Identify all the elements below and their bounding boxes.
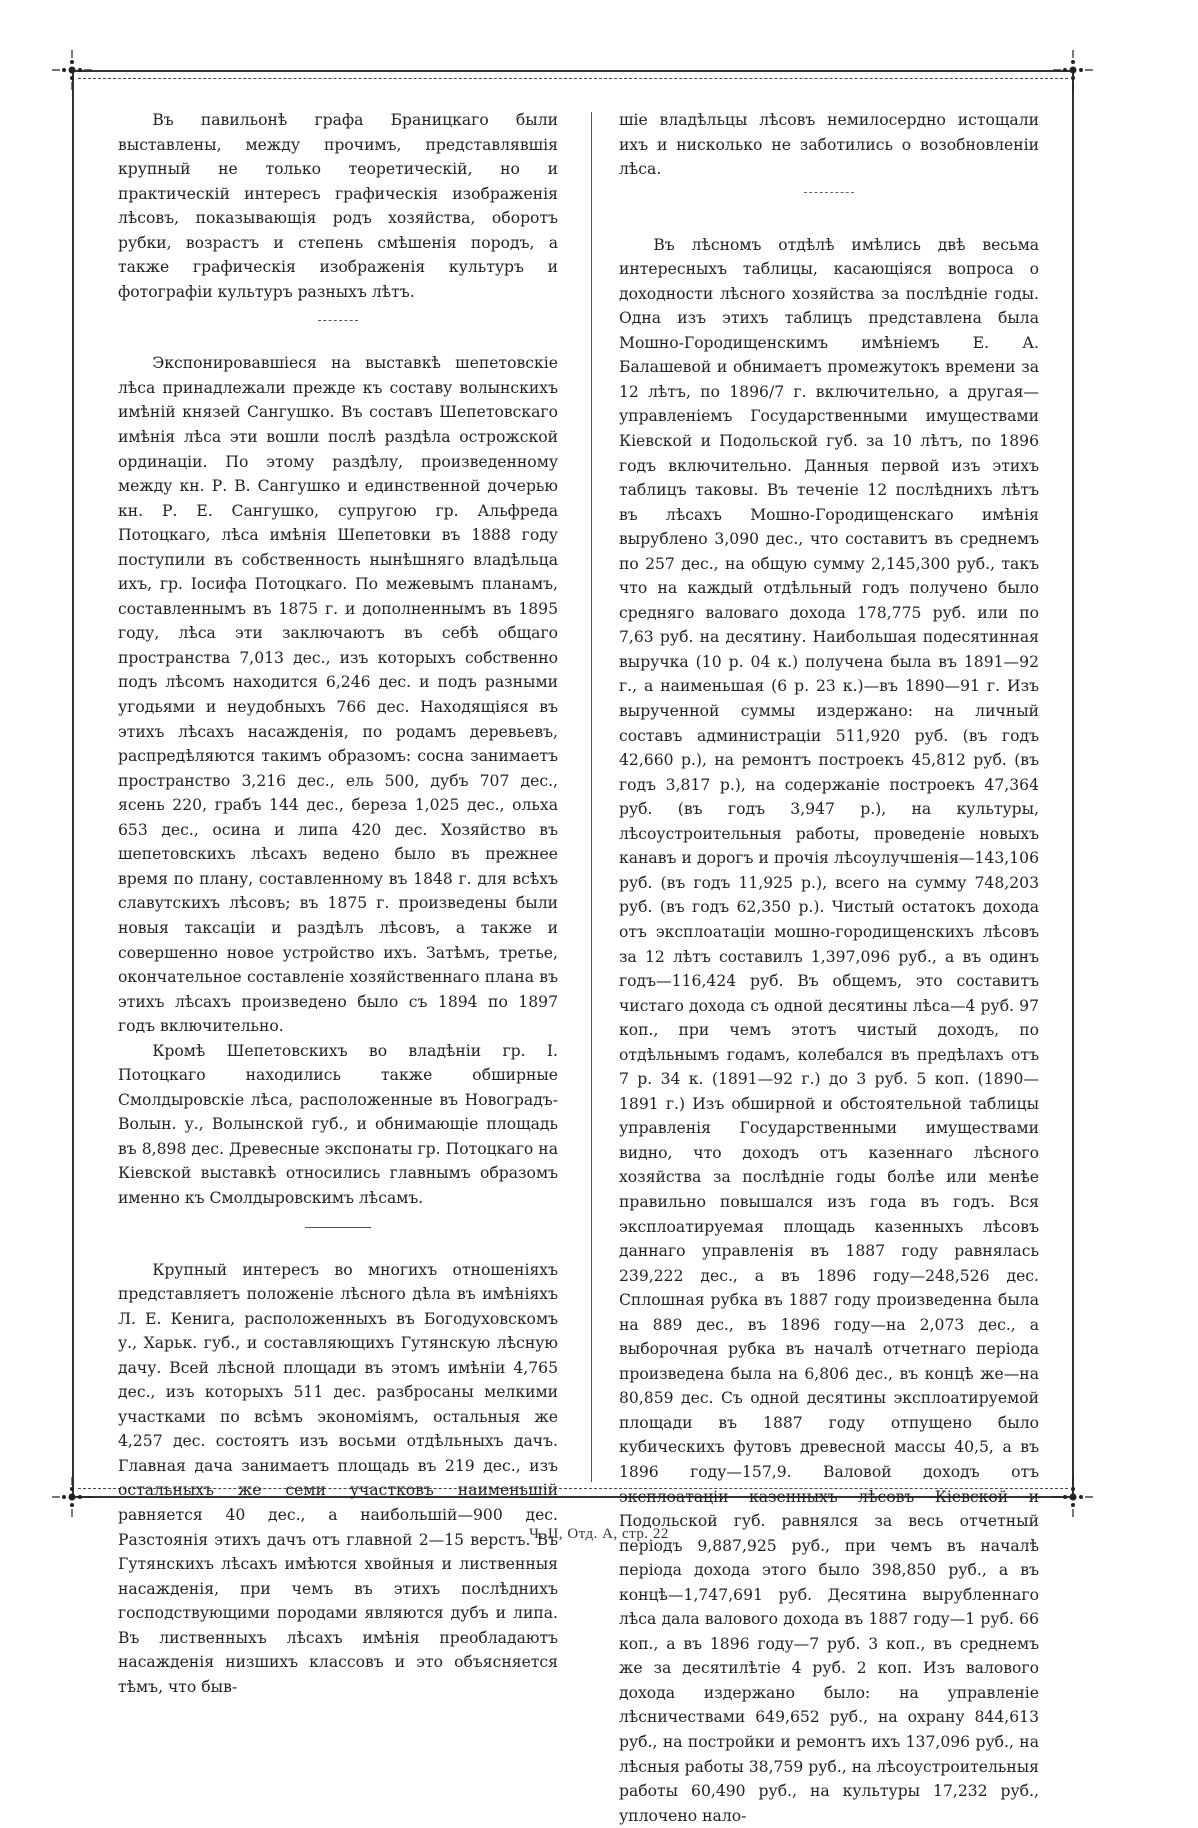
- frame-top-rule: [72, 70, 1074, 72]
- ornament-corner-top-right-icon: [1053, 50, 1093, 90]
- section-separator: [305, 1227, 371, 1228]
- paragraph-shepetovka: Экспонировавшіеся на выставкѣ шепетовскіе лѣса принадлежали прежде къ составу волынскихъ имѣній князей Сангушко. Въ составъ Шепетовскаго имѣнія лѣса эти вошли послѣ раздѣла острожской ординаціи. По этому раздѣлу, произведенному между кн. Р. В. Сангушко и единственной дочерью кн. Р. Е. Сангушко, супругою гр. Альфреда Потоцкаго, лѣса имѣнія Шепетовки въ 1888 году поступили въ собственность нынѣшняго владѣльца ихъ, гр. Іосифа Потоцкаго. По межевымъ планамъ, составленнымъ въ 1875 г. и дополненнымъ въ 1895 году, лѣса эти заключаютъ въ себѣ общаго пространства 7,013 дес., изъ которыхъ собственно подъ лѣсомъ находится 6,246 дес. и подъ разными угодьями и неудобныхъ 766 дес. Находящіяся въ этихъ лѣсахъ насажденія, по родамъ деревьевъ, распредѣляются такимъ образомъ: сосна занимаетъ пространство 3,216 дес., ель 500, дубъ 707 дес., ясень 220, грабъ 144 дес., береза 1,025 дес., ольха 653 дес., осина и липа 420 дес. Хозяйство въ шепетовскихъ лѣсахъ ведено было въ прежнее время по плану, составленному въ 1848 г. для всѣхъ славутскихъ лѣсовъ; въ 1875 г. произведены были новыя таксаціи и раздѣлъ лѣсовъ, а также и совершенно новое устройство ихъ. Затѣмъ, третье, окончательное составленіе хозяйственнаго плана въ этихъ лѣсахъ произведено было съ 1894 по 1897 годъ включительно.: [118, 354, 558, 1036]
- paragraph-kenig: Крупный интересъ во многихъ отношеніяхъ представляетъ положеніе лѣсного дѣла въ имѣніяхъ Л. Е. Кенига, расположенныхъ въ Богодуховскомъ у., Харьк. губ., и составляющихъ Гутянскую лѣсную дачу. Всей лѣсной площади въ этомъ имѣніи 4,765 дес., изъ которыхъ 511 дес. разбросаны мелкими участками по всѣмъ экономіямъ, остальныя же 4,257 дес. состоятъ изъ восьми отдѣльныхъ дачъ. Главная дача занимаетъ площадь въ 219 дес., изъ остальныхъ же семи участковъ наименьшій равняется 40 дес., а наибольшій—900 дес. Разстоянія этихъ дачъ отъ главной 2—15 верстъ. Въ Гутянскихъ лѣсахъ имѣются хвойныя и лиственныя насажденія, при чемъ въ этихъ послѣднихъ господствующими породами являются дубъ и липа. Въ лиственныхъ лѣсахъ имѣнія преобладаютъ насажденія низшихъ классовъ и это объясняется тѣмъ, что быв-: [118, 1260, 558, 1696]
- paragraph-forestry-tables: Въ лѣсномъ отдѣлѣ имѣлись двѣ весьма интересныхъ таблицы, касающіяся вопроса о доходности лѣсного хозяйства за послѣдніе годы. Одна изъ этихъ таблицъ представлена была Мошно-Городищенскимъ имѣніемъ Е. А. Балашевой и обнимаетъ промежутокъ времени за 12 лѣтъ, по 1896/7 г. включительно, а другая—управленіемъ Государственными имуществами Кіевской и Подольской губ. за 10 лѣтъ, по 1896 годъ включительно. Данныя первой изъ этихъ таблицъ таковы. Въ теченіе 12 послѣднихъ лѣтъ въ лѣсахъ Мошно-Городищенскаго имѣнія вырублено 3,090 дес., что составитъ въ среднемъ по 257 дес., на общую сумму 2,145,300 руб., такъ что на каждый отдѣльный годъ получено было средняго валоваго дохода 178,775 руб. или по 7,63 руб. на десятину. Наибольшая подесятинная выручка (10 р. 04 к.) получена была въ 1891—92 г., а наименьшая (6 р. 23 к.)—въ 1890—91 г. Изъ вырученной суммы издержано: на личный составъ администраціи 511,920 руб. (въ годъ 42,660 р.), на ремонтъ построекъ 45,812 руб. (въ годъ 3,817 р.), на содержаніе построекъ 47,364 руб. (въ годъ 3,947 р.), на культуры, лѣсоустроительныя работы, проведеніе новыхъ канавъ и дорогъ и прочія лѣсоулучшенія—143,106 руб. (въ годъ 11,925 р.), всего на сумму 748,203 руб. (въ годъ 62,350 р.). Чистый остатокъ дохода отъ эксплоатаціи мошно-городищенскихъ лѣсовъ за 12 лѣтъ составилъ 1,397,096 руб., а въ одинъ годъ—116,424 руб. Въ общемъ, это составитъ чистаго дохода съ одной десятины лѣса—4 руб. 97 коп., при чемъ этотъ чистый доходъ, по отдѣльнымъ годамъ, колебался въ предѣлахъ отъ 7 р. 34 к. (1891—92 г.) до 3 руб. 5 коп. (1890—1891 г.) Изъ обширной и обстоятельной таблицы управленія Государственными имуществами видно, что доходъ отъ казеннаго лѣсного хозяйства за послѣдніе годы болѣе или менѣе правильно повышался изъ года въ годъ. Вся эксплоатируемая площадь казенныхъ лѣсовъ даннаго управленія въ 1887 году равнялась 239,222 дес., а въ 1896 году—248,526 дес. Сплошная рубка въ 1887 году произведенна была на 889 дес., въ 1896 году—на 2,073 дес., а выборочная рубка въ началѣ отчетнаго періода произведена была на 6,806 дес., въ концѣ же—на 80,859 дес. Съ одной десятины эксплоатируемой площади въ 1887 году отпущено было кубическихъ футовъ древесной массы 40,5, а въ 1896 году—157,9. Валовой доходъ отъ эксплоатаціи казенныхъ лѣсовъ Кіевской и Подольской губ. равнялся за весь отчетный періодъ 9,887,925 руб., при чемъ въ началѣ періода дохода этого было 398,850 руб., а въ концѣ—1,747,691 руб. Десятина вырубленнаго лѣса дала валового дохода въ 1887 году—1 руб. 66 коп., а въ 1896 году—7 руб. 3 коп., въ среднемъ же за десятилѣтіе 4 руб. 2 коп. Изъ валового дохода издержано было: на управленіе лѣсничествами 649,652 руб., на охрану 844,613 руб., на постройки и ремонтъ ихъ 137,096 руб., на лѣсныя работы 38,759 руб., на лѣсоустроительныя работы 60,490 руб., на культуры 17,232 руб., уплочено нало-: [619, 235, 1039, 1825]
- paragraph-continuation: шіе владѣльцы лѣсовъ немилосердно истощали ихъ и нисколько не заботились о возобновленіи лѣса.: [619, 111, 1039, 179]
- frame-right-rule: [1072, 70, 1074, 1498]
- ornament-corner-bottom-right-icon: [1053, 1477, 1093, 1517]
- frame-left-rule: [72, 70, 74, 1498]
- column-divider: [591, 112, 592, 1482]
- right-column: [619, 108, 1039, 1828]
- left-column: [118, 108, 558, 1699]
- paragraph-branicki: Въ павильонѣ графа Браницкаго были выставлены, между прочимъ, представлявшія крупный не только теоретическій, но и практическій интересъ графическія изображенія лѣсовъ, показывающія родъ хозяйства, оборотъ рубки, возрастъ и степень смѣшенія породъ, а также графическія изображенія культуръ и фотографіи культуръ разныхъ лѣтъ.: [118, 111, 558, 301]
- section-separator: [804, 192, 854, 193]
- frame-top-dash: [78, 78, 1068, 79]
- page-footer-label: Ч. II, Отд. А, стр. 22: [529, 1526, 669, 1542]
- paragraph-smoldyrov: Кромѣ Шепетовскихъ во владѣніи гр. І. Потоцкаго находились также обширные Смолдыровскіе лѣса, расположенные въ Новоградъ-Волын. у., Волынской губ., и обнимающіе площадь въ 8,898 дес. Древесные экспонаты гр. Потоцкаго на Кіевской выставкѣ относились главнымъ образомъ именно къ Смолдыровскимъ лѣсамъ.: [118, 1041, 558, 1207]
- ornament-corner-bottom-left-icon: [52, 1477, 92, 1517]
- section-separator: [318, 320, 358, 321]
- ornament-corner-top-left-icon: [52, 50, 92, 90]
